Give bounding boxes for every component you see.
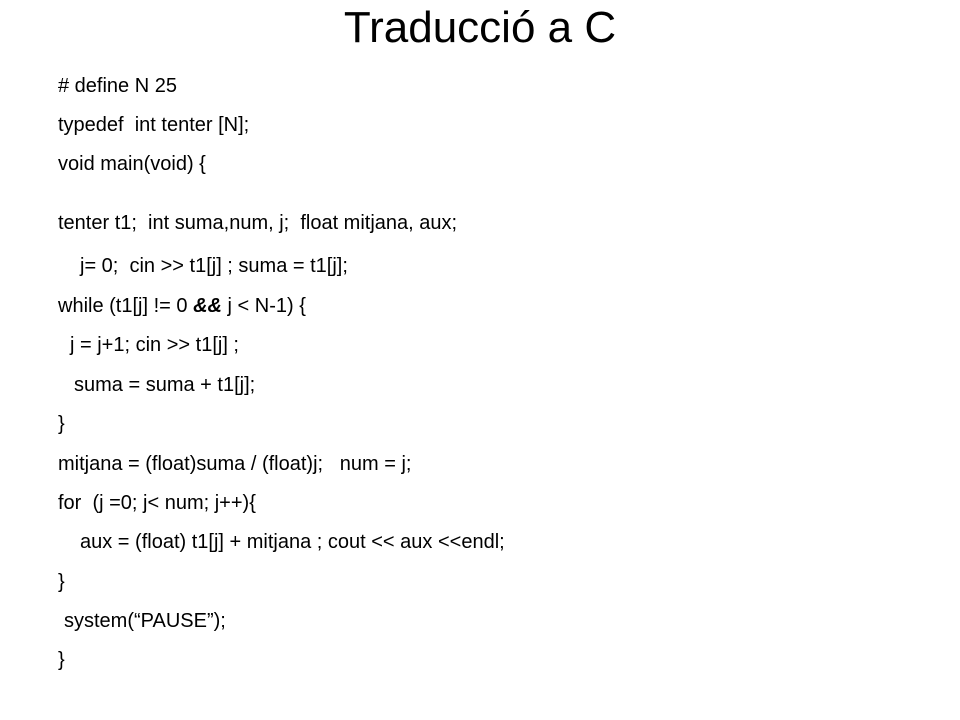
code-text: while (t1[j] != 0 (58, 295, 194, 317)
code-line: } (58, 413, 65, 435)
slide-title: Traducció a C (343, 3, 617, 52)
code-line: suma = suma + t1[j]; (74, 374, 256, 396)
code-line: j = j+1; cin >> t1[j] ; (70, 334, 239, 356)
code-line: mitjana = (float)suma / (float)j; num = j; (58, 453, 412, 475)
code-line: aux = (float) t1[j] + mitjana ; cout << aux <<endl; (80, 531, 505, 553)
code-line: void main(void) { (58, 153, 206, 175)
logical-and-operator: && (193, 295, 222, 317)
code-line: } (58, 571, 65, 593)
code-line: for (j =0; j< num; j++){ (58, 492, 256, 514)
code-text: j < N-1) { (221, 295, 306, 317)
code-line: j= 0; cin >> t1[j] ; suma = t1[j]; (80, 255, 348, 277)
code-line: tenter t1; int suma,num, j; float mitjana, aux; (58, 212, 458, 234)
code-line: # define N 25 (58, 75, 177, 97)
code-line: } (58, 649, 65, 671)
code-line-while (58, 294, 306, 318)
code-line: typedef int tenter [N]; (58, 114, 250, 136)
code-line: system(“PAUSE”); (64, 610, 226, 632)
